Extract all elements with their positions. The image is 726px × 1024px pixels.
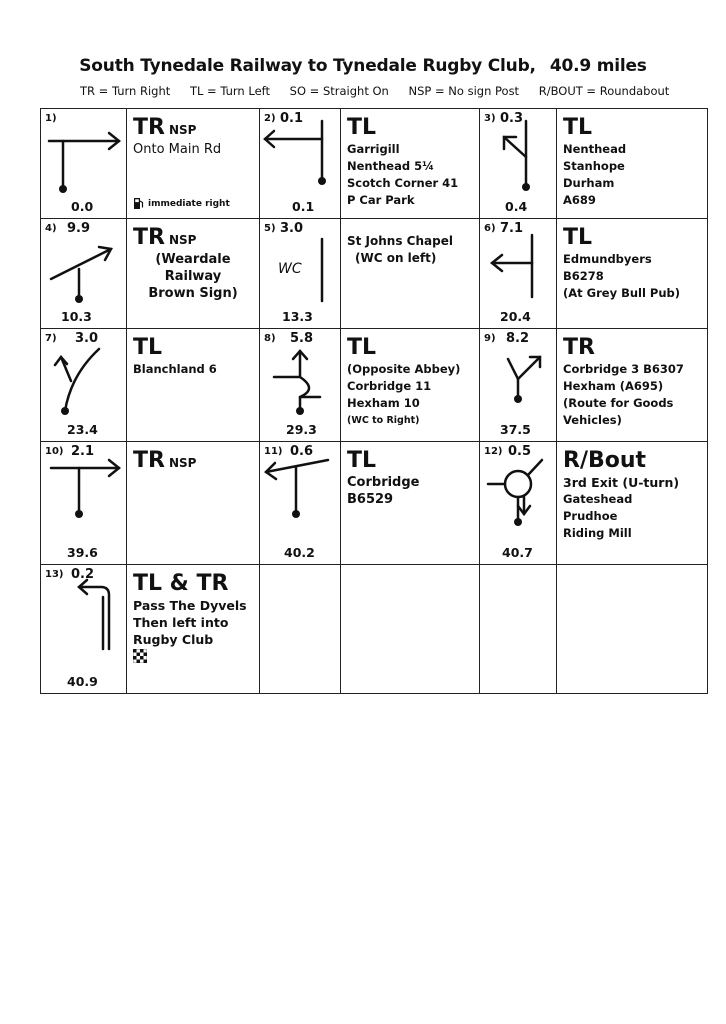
step-3-instruction: TL Nenthead Stanhope Durham A689	[557, 109, 708, 219]
step-8-tulip: 8) 5.8 29.3	[260, 329, 341, 442]
legend-so: SO = Straight On	[289, 84, 389, 98]
step-10-instruction: TR NSP	[127, 442, 260, 565]
step-2-instruction: TL Garrigill Nenthead 5¼ Scotch Corner 41 P Car Park	[341, 109, 480, 219]
step-4-instruction: TR NSP (Weardale Railway Brown Sign)	[127, 219, 260, 329]
legend-tr: TR = Turn Right	[80, 84, 171, 98]
step-1-tulip: 1) 0.0	[41, 109, 127, 219]
legend-rbout: R/BOUT = Roundabout	[538, 84, 670, 98]
step-7-instruction: TL Blanchland 6	[127, 329, 260, 442]
legend-nsp: NSP = No sign Post	[408, 84, 520, 98]
step-6-tulip: 6) 7.1 20.4	[480, 219, 557, 329]
step-12-instruction: R/Bout 3rd Exit (U-turn) Gateshead Prudhoe Riding Mill	[557, 442, 708, 565]
chequered-flag-icon	[133, 649, 147, 663]
step-1-instruction: TR NSP Onto Main Rd immediate right	[127, 109, 260, 219]
step-8-instruction: TL (Opposite Abbey) Corbridge 11 Hexham 10 (WC to Right)	[341, 329, 480, 442]
step-2-tulip: 2) 0.1 0.1	[260, 109, 341, 219]
legend	[80, 84, 685, 98]
step-13-instruction: TL & TR Pass The Dyvels Then left into Rugby Club	[127, 565, 260, 694]
empty-cell	[480, 565, 557, 694]
step-10-tulip: 10) 2.1 39.6	[41, 442, 127, 565]
step-11-instruction: TL Corbridge B6529	[341, 442, 480, 565]
step-11-tulip: 11) 0.6 40.2	[260, 442, 341, 565]
wc-label: WC	[278, 261, 302, 277]
step-6-instruction: TL Edmundbyers B6278 (At Grey Bull Pub)	[557, 219, 708, 329]
fuel-note: immediate right	[133, 197, 230, 210]
step-5-tulip: 5) 3.0 WC 13.3	[260, 219, 341, 329]
empty-cell	[260, 565, 341, 694]
step-9-tulip: 9) 8.2 37.5	[480, 329, 557, 442]
step-13-tulip: 13) 0.2 40.9	[41, 565, 127, 694]
step-12-tulip: 12) 0.5 40.7	[480, 442, 557, 565]
fuel-pump-icon	[133, 197, 144, 210]
step-7-tulip: 7) 3.0 23.4	[41, 329, 127, 442]
legend-tl: TL = Turn Left	[189, 84, 271, 98]
step-9-instruction: TR Corbridge 3 B6307 Hexham (A695) (Route for Goods Vehicles)	[557, 329, 708, 442]
step-4-tulip: 4) 9.9 10.3	[41, 219, 127, 329]
step-5-instruction: St Johns Chapel (WC on left)	[341, 219, 480, 329]
empty-cell	[341, 565, 480, 694]
roadbook-table	[40, 108, 708, 694]
page-title: South Tynedale Railway to Tynedale Rugby Club, 40.9 miles	[79, 56, 647, 76]
step-3-tulip: 3) 0.3 0.4	[480, 109, 557, 219]
empty-cell	[557, 565, 708, 694]
